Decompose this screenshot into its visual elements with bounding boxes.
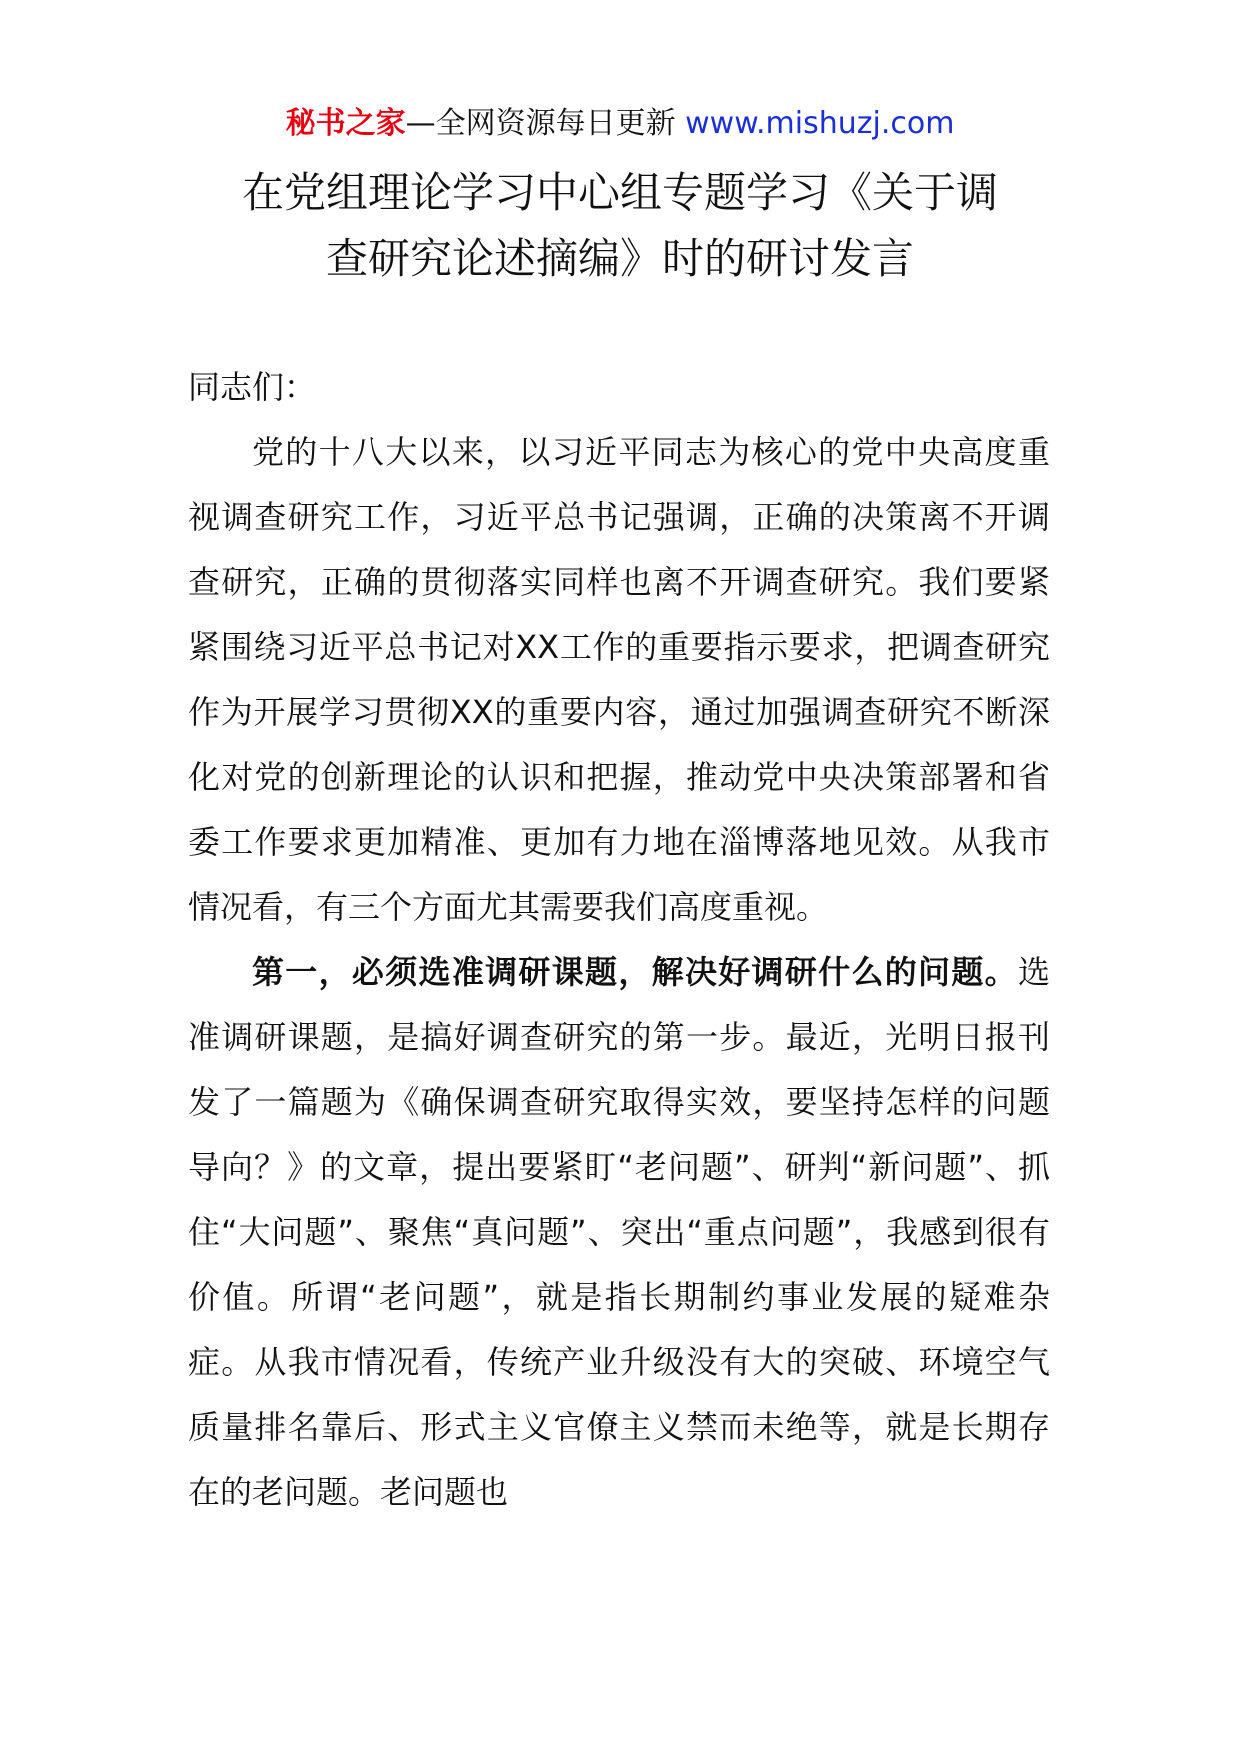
website-url[interactable]: www.mishuzj.com: [685, 106, 955, 141]
title-line-1: 在党组理论学习中心组专题学习《关于调: [241, 168, 998, 217]
paragraph-1: 党的十八大以来，以习近平同志为核心的党中央高度重视调查研究工作，习近平总书记强调，正确的决策离不开调查研究，正确的贯彻落实同样也离不开调查研究。我们要紧紧围绕习近平总书记对XX工作的重要指示要求，把调查研究作为开展学习贯彻XX的重要内容，通过加强调查研究不断深化对党的创新理论的认识和把握，推动党中央决策部署和省委工作要求更加精准、更加有力地在淄博落地见效。从我市情况看，有三个方面尤其需要我们高度重视。: [188, 433, 1050, 926]
site-header: [0, 100, 1240, 148]
brand-name: 秘书之家: [285, 106, 406, 141]
paragraph-2-body: 选准调研课题，是搞好调查研究的第一步。最近，光明日报刊发了一篇题为《确保调查研究取得实效，要坚持怎样的问题导向？》的文章，提出要紧盯“老问题”、研判“新问题”、抓住“大问题”、聚焦“真问题”、突出“重点问题”，我感到很有价值。所谓“老问题”，就是指长期制约事业发展的疑难杂症。从我市情况看，传统产业升级没有大的突破、环境空气质量排名靠后、形式主义官僚主义禁而未绝等，就是长期存在的老问题。老问题也: [188, 953, 1050, 1511]
salutation: 同志们：: [188, 368, 317, 406]
title-line-2: 查研究论述摘编》时的研讨发言: [325, 234, 914, 283]
paragraph-2: [188, 940, 1050, 1525]
paragraph-2-heading: 第一，必须选准调研课题，解决好调研什么的问题。: [252, 953, 1018, 991]
header-slogan: —全网资源每日更新: [405, 106, 686, 141]
document-body: [188, 355, 1050, 1525]
document-title: [150, 160, 1090, 292]
